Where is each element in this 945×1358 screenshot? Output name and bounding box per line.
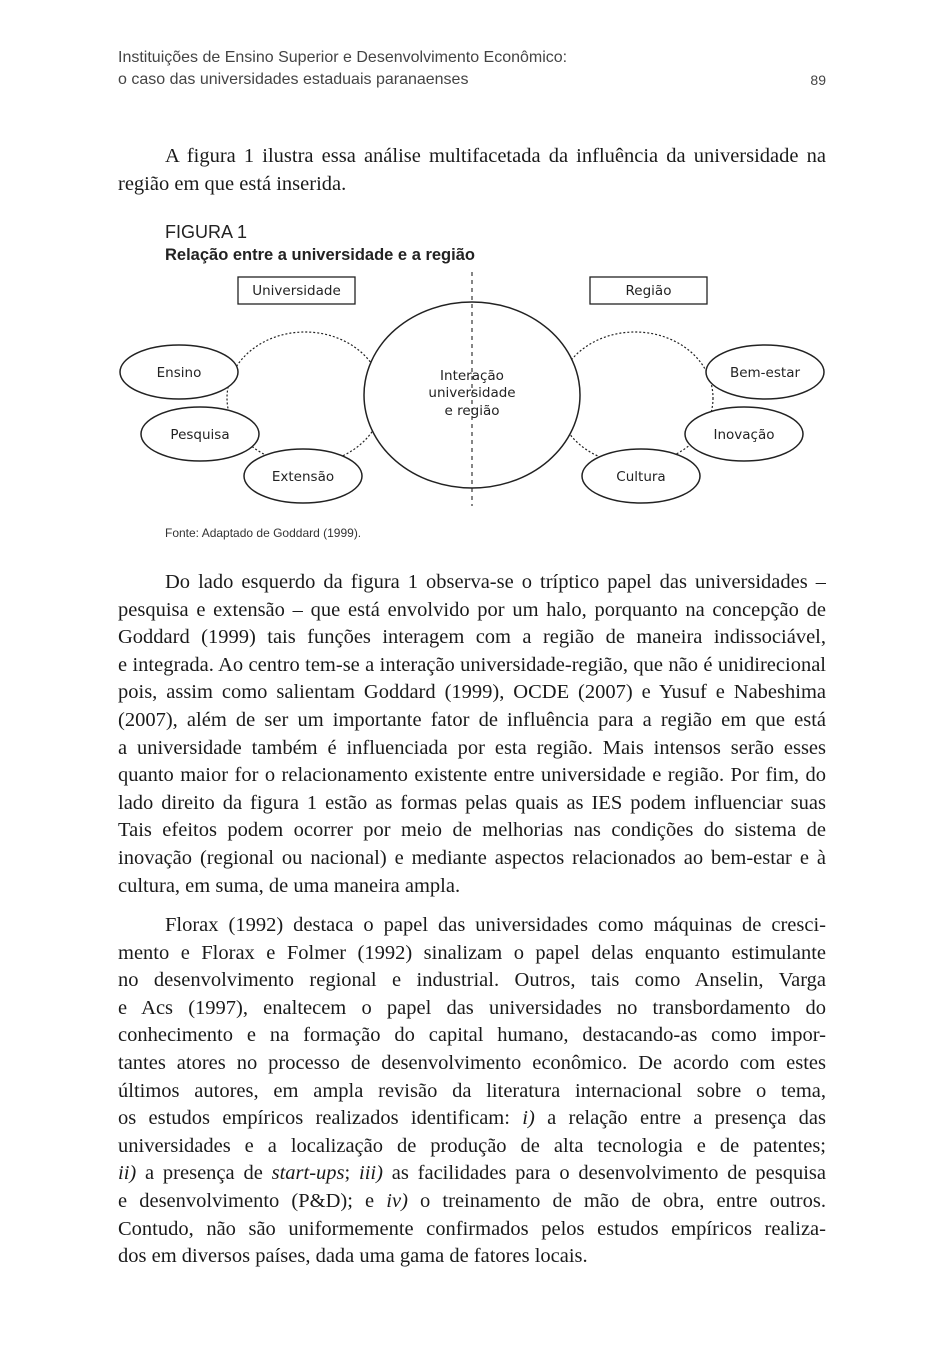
figure-title: Relação entre a universidade e a região: [165, 246, 475, 264]
p2-l8-a: os estudos empíricos realizados identificam:: [118, 1107, 523, 1130]
p2-line: mento e Florax e Folmer (1992) sinalizam o papel delas enquanto estimulante: [118, 941, 826, 964]
p1-line: pois, assim como salientam Goddard (1999), OCDE (2007) e Yusuf e Nabeshima: [118, 681, 826, 704]
interaction-label-line-3: e região: [444, 403, 500, 419]
figure-source: Fonte: Adaptado de Goddard (1999).: [165, 526, 362, 540]
node-pesquisa-label: Pesquisa: [170, 427, 230, 443]
node-extensao-label: Extensão: [271, 469, 335, 485]
p1-line: Goddard (1999) tais funções interagem com a região de maneira indissociável,: [118, 626, 826, 649]
p2-line: Florax (1992) destaca o papel das universidades como máquinas de cresci-: [165, 914, 826, 936]
p2-line-8: [118, 1105, 826, 1133]
running-header-line-1: Instituições de Ensino Superior e Desenvolvimento Econômico:: [118, 49, 568, 66]
p1-line: lado direito da figura 1 estão as formas pelas quais as IES podem influenciar suas: [118, 791, 826, 814]
p2-l10-item-ii: ii): [118, 1162, 137, 1185]
node-cultura-label: Cultura: [616, 469, 666, 485]
p2-line: últimos autores, em ampla revisão da literatura internacional sobre o tema,: [118, 1079, 826, 1102]
p2-l11-c: o treinamento de mão de obra, entre outros.: [407, 1189, 826, 1212]
paragraph-2: [118, 912, 826, 1271]
p2-line: conhecimento e na formação do capital humano, destacando-as como impor-: [118, 1024, 826, 1047]
running-header-line-2: o caso das universidades estaduais paranaenses: [118, 71, 469, 88]
p2-l10-item-iii: iii): [359, 1162, 383, 1185]
p1-line: pesquisa e extensão – que está envolvido por um halo, porquanto na concepção de: [118, 598, 826, 621]
p1-line: inovação (regional ou nacional) e mediante aspectos relacionados ao bem-estar e à: [118, 846, 826, 869]
node-inovacao-label: Inovação: [713, 427, 775, 443]
p2-line-11: [118, 1188, 826, 1216]
p1-line: quanto maior for o relacionamento existente entre universidade e região. Por fim, do: [118, 764, 826, 787]
p2-l11-item-iv: iv): [386, 1189, 408, 1212]
p1-line: Tais efeitos podem ocorrer por meio de melhorias nas condições do sistema de: [118, 819, 826, 842]
p2-l8-item-i: i): [522, 1107, 535, 1130]
interaction-label-line-2: universidade: [428, 385, 516, 401]
p2-l10-f: as facilidades para o desenvolvimento de pesquisa: [382, 1162, 826, 1185]
p1-line: e integrada. Ao centro tem-se a interação universidade-região, que não é unidirecional: [118, 653, 826, 676]
page-number: 89: [810, 72, 826, 88]
intro-line-1: A figura 1 ilustra essa análise multifacetada da influência da universidade na: [165, 145, 826, 167]
p1-line: a universidade também é influenciada por esta região. Mais intensos serão esses: [118, 736, 826, 759]
p2-line: e Acs (1997), enaltecem o papel das universidades no transbordamento do: [118, 996, 826, 1019]
p2-l10-b: a presença de: [136, 1162, 272, 1185]
p2-line: universidades e a localização de produção de alta tecnologia e de patentes;: [118, 1134, 826, 1157]
p2-l8-c: a relação entre a presença das: [534, 1107, 826, 1130]
intro-line-2: região em que está inserida.: [118, 172, 347, 195]
p2-line-10: [118, 1160, 826, 1188]
p1-line: (2007), além de ser um importante fator de influência para a região em que está: [118, 708, 826, 731]
p2-line: Contudo, não são uniformemente confirmados pelos estudos empíricos realiza-: [118, 1217, 826, 1240]
p2-l11-a: e desenvolvimento (P&D); e: [118, 1189, 387, 1212]
figure-label: FIGURA 1: [165, 222, 248, 242]
paragraph-1: [118, 569, 826, 900]
universidade-box-label: Universidade: [252, 283, 341, 299]
p2-line: tantes atores no processo de desenvolvimento econômico. De acordo com estes: [118, 1051, 826, 1074]
p2-l10-startups: start-ups: [271, 1162, 345, 1185]
p2-l10-d: ;: [344, 1162, 360, 1185]
interaction-label-line-1: Interação: [440, 368, 504, 384]
node-bem-estar-label: Bem-estar: [729, 365, 801, 381]
regiao-box-label: Região: [625, 283, 672, 299]
p2-line-last: dos em diversos países, dada uma gama de fatores locais.: [118, 1245, 588, 1268]
p1-line-last: cultura, em suma, de uma maneira ampla.: [118, 874, 461, 897]
node-ensino-label: Ensino: [156, 365, 202, 381]
p1-line: Do lado esquerdo da figura 1 observa-se o tríptico papel das universidades –: [165, 571, 826, 593]
p2-line: no desenvolvimento regional e industrial. Outros, tais como Anselin, Varga: [118, 969, 826, 992]
